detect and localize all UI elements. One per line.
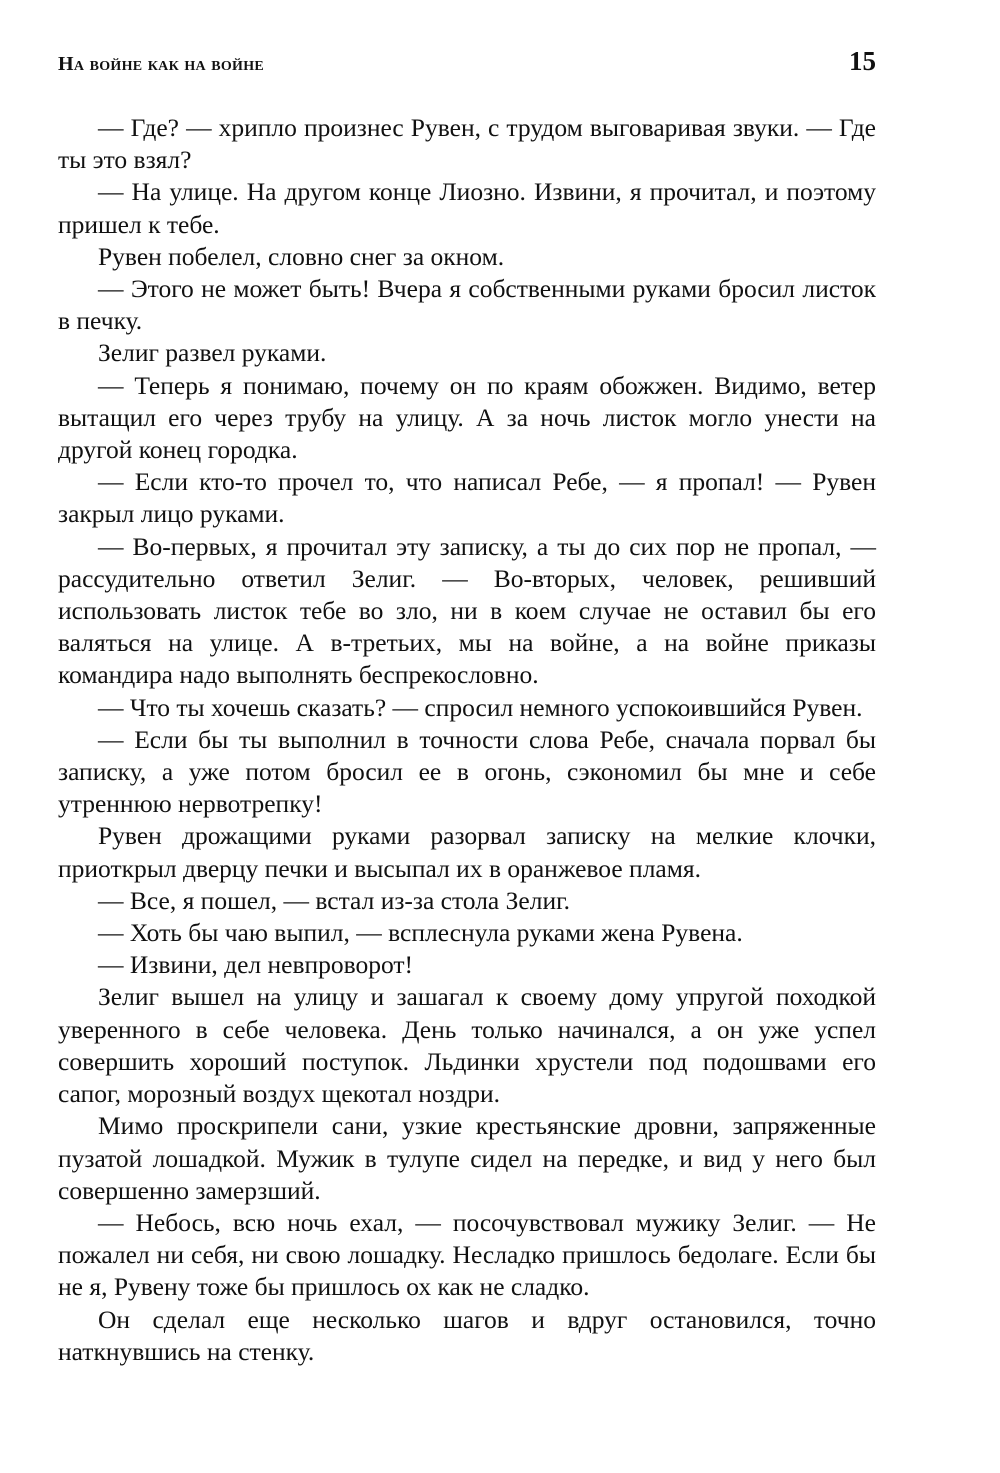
- paragraph: — Извини, дел невпроворот!: [98, 950, 414, 980]
- paragraph: — Во-первых, я прочитал эту записку, а ты до сих пор не пропал, — рассудительно ответил Зелиг. — Во-вторых, человек, решивший использовать листок тебе во зло, ни в коем случае не оставил бы его валяться на улице. А в-третьих, мы на войне, а на войне приказы командира надо выполнять беспрекословно.: [58, 531, 876, 690]
- paragraph: — Небось, всю ночь ехал, — посочувствовал мужику Зелиг. — Не пожалел ни себя, ни свою лошадку. Несладко пришлось бедолаге. Если бы не я, Рувену тоже бы пришлось ох как не сладко.: [58, 1207, 876, 1302]
- paragraph: — Этого не может быть! Вчера я собственными руками бросил листок в печку.: [58, 274, 876, 336]
- running-title: На войне как на войне: [58, 53, 265, 75]
- paragraph: Зелиг вышел на улицу и зашагал к своему дому упругой походкой уверенного в себе человека. День только начинался, а он уже успел совершить хороший поступок. Льдинки хрустели под подошвами его сапог, морозный воздух щекотал ноздри.: [58, 982, 876, 1109]
- paragraph: Мимо проскрипели сани, узкие крестьянские дровни, запряженные пузатой лошадкой. Мужик в тулупе сидел на передке, и вид у него был совершенно замерзший.: [58, 1111, 876, 1205]
- page-header: [58, 46, 876, 86]
- paragraph: Рувен дрожащими руками разорвал записку на мелкие клочки, приоткрыл дверцу печки и высыпал их в оранжевое пламя.: [58, 821, 876, 883]
- paragraph: Он сделал еще несколько шагов и вдруг остановился, точно наткнувшись на стенку.: [58, 1304, 876, 1366]
- paragraph: — Если бы ты выполнил в точности слова Ребе, сначала порвал бы записку, а уже потом бросил ее в огонь, сэкономил бы мне и себе утреннюю нервотрепку!: [58, 724, 876, 819]
- paragraph: — На улице. На другом конце Лиозно. Извини, я прочитал, и поэтому пришел к тебе.: [58, 177, 876, 239]
- paragraph: — Если кто-то прочел то, что написал Ребе, — я пропал! — Рувен закрыл лицо руками.: [58, 467, 876, 529]
- paragraph: Зелиг развел руками.: [98, 338, 327, 368]
- paragraph: Рувен побелел, словно снег за окном.: [98, 241, 505, 271]
- page-number: 15: [849, 46, 876, 76]
- paragraph: — Где? — хрипло произнес Рувен, с трудом выговаривая звуки. — Где ты это взял?: [58, 113, 876, 175]
- paragraph: — Что ты хочешь сказать? — спросил немного успокоившийся Рувен.: [98, 692, 863, 722]
- paragraph: — Все, я пошел, — встал из-за стола Зелиг.: [98, 885, 571, 915]
- body-text: [58, 112, 876, 1368]
- paragraph: — Теперь я понимаю, почему он по краям обожжен. Видимо, ветер вытащил его через трубу на улицу. А за ночь листок могло унести на другой конец городка.: [58, 370, 876, 465]
- paragraph: — Хоть бы чаю выпил, — всплеснула руками жена Рувена.: [98, 918, 743, 948]
